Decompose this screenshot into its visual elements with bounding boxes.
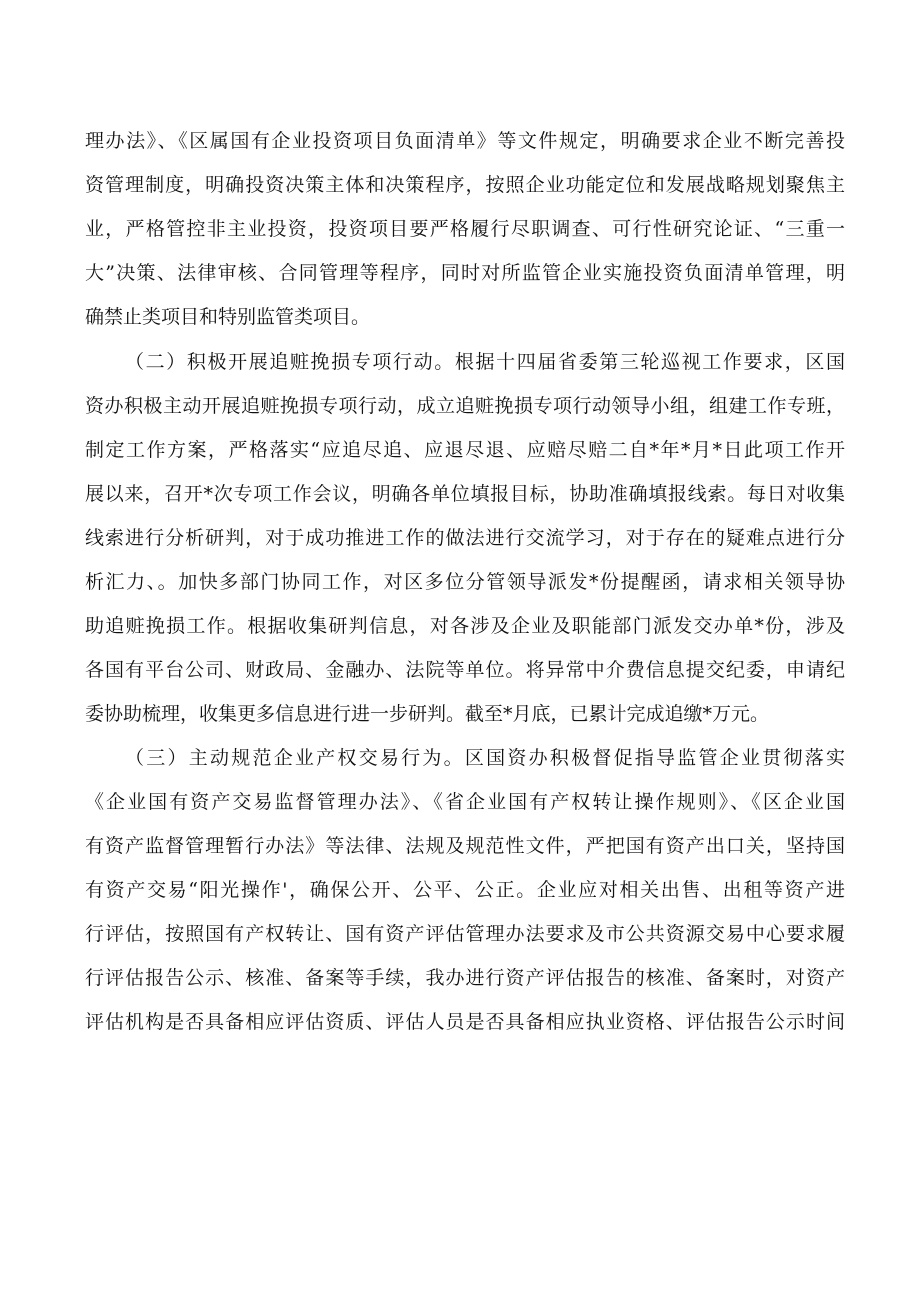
text-line: 委协助梳理，收集更多信息进行进一步研判。截至*月底，已累计完成追缴*万元。 — [85, 703, 770, 725]
text-line: 有资产交易“阳光操作'，确保公开、公平、公正。企业应对相关出售、出租等资产进 — [85, 879, 845, 901]
text-line: 行评估，按照国有产权转让、国有资产评估管理办法要求及市公共资源交易中心要求履 — [85, 923, 845, 945]
text-line: 业，严格管控非主业投资，投资项目要严格履行尽职调查、可行性研究论证、“三重一 — [85, 218, 845, 240]
text-line: 大”决策、法律审核、合同管理等程序，同时对所监管企业实施投资负面清单管理，明 — [85, 262, 845, 284]
text-line: 资办积极主动开展追赃挽损专项行动，成立追赃挽损专项行动领导小组，组建工作专班， — [85, 395, 845, 417]
text-line: 析汇力、。加快多部门协同工作，对区多位分管领导派发*份提醒函，请求相关领导协 — [85, 571, 845, 593]
text-line: 确禁止类项目和特别监管类项目。 — [85, 306, 371, 328]
text-line: 理办法》、《区属国有企业投资项目负面清单》等文件规定，明确要求企业不断完善投 — [85, 130, 845, 152]
text-line: 线索进行分析研判，对于成功推进工作的做法进行交流学习，对于存在的疑难点进行分 — [85, 527, 845, 549]
text-line: 评估机构是否具备相应评估资质、评估人员是否具备相应执业资格、评估报告公示时间 — [85, 1011, 845, 1033]
text-line: 资管理制度，明确投资决策主体和决策程序，按照企业功能定位和发展战略规划聚焦主 — [85, 174, 845, 196]
text-line: 有资产监督管理暂行办法》等法律、法规及规范性文件，严把国有资产出口关，坚持国 — [85, 835, 845, 857]
text-line: 展以来，召开*次专项工作会议，明确各单位填报目标，协助准确填报线索。每日对收集 — [85, 483, 845, 505]
text-line: 助追赃挽损工作。根据收集研判信息，对各涉及企业及职能部门派发交办单*份，涉及 — [85, 615, 845, 637]
text-line: 制定工作方案，严格落实“应追尽追、应退尽退、应赔尽赔二自*年*月*日此项工作开 — [85, 439, 845, 461]
text-line: 《企业国有资产交易监督管理办法》、《省企业国有产权转让操作规则》、《区企业国 — [85, 791, 845, 813]
section-heading-line: （三）主动规范企业产权交易行为。区国资办积极督促指导监管企业贯彻落实 — [125, 747, 845, 769]
section-heading-line: （二）积极开展追赃挽损专项行动。根据十四届省委第三轮巡视工作要求，区国 — [125, 351, 845, 373]
text-line: 行评估报告公示、核准、备案等手续，我办进行资产评估报告的核准、备案时，对资产 — [85, 967, 845, 989]
text-line: 各国有平台公司、财政局、金融办、法院等单位。将异常中介费信息提交纪委，申请纪 — [85, 659, 845, 681]
